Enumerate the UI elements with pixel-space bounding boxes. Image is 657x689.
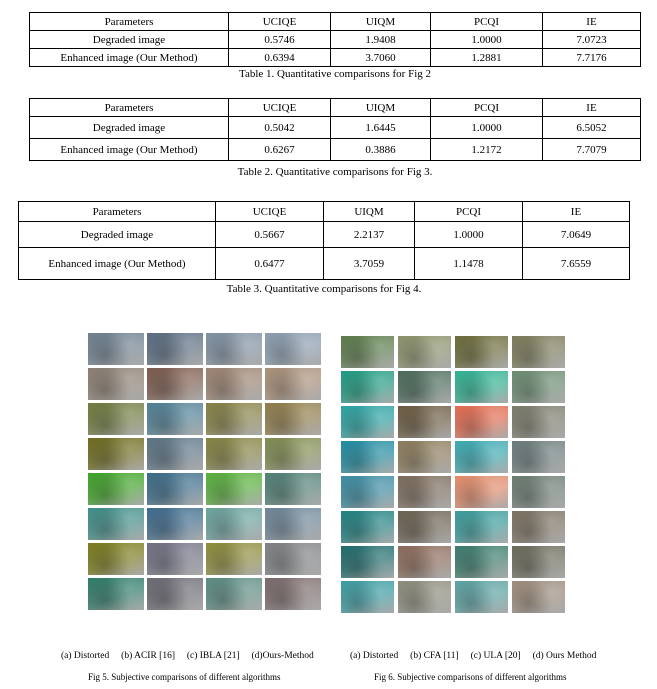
table-2-caption: Table 2. Quantitative comparisons for Fig 3. bbox=[237, 166, 433, 178]
table-row bbox=[30, 139, 641, 161]
fig6-image-r1-c3 bbox=[455, 336, 508, 368]
fig6-image-r5-c4 bbox=[512, 476, 565, 508]
header-cell: Parameters bbox=[19, 202, 216, 222]
fig5-image-r8-c4 bbox=[265, 578, 321, 610]
fig5-image-r6-c1 bbox=[88, 508, 144, 540]
table-2-header bbox=[30, 99, 641, 117]
table-row bbox=[30, 49, 641, 67]
header-cell: UIQM bbox=[331, 99, 431, 117]
table-cell: 0.3886 bbox=[331, 139, 431, 161]
fig5-image-r1-c3 bbox=[206, 333, 262, 365]
fig5-image-r5-c3 bbox=[206, 473, 262, 505]
table-cell: 1.0000 bbox=[431, 117, 543, 139]
fig6-image-grid bbox=[341, 336, 565, 613]
fig6-image-r2-c3 bbox=[455, 371, 508, 403]
table-cell: 1.2172 bbox=[431, 139, 543, 161]
fig6-caption: Fig 6. Subjective comparisons of different algorithms bbox=[374, 672, 567, 682]
fig5-image-r1-c4 bbox=[265, 333, 321, 365]
fig6-image-r3-c2 bbox=[398, 406, 451, 438]
fig5-image-r2-c4 bbox=[265, 368, 321, 400]
header-cell: PCQI bbox=[415, 202, 523, 222]
fig6-image-r6-c4 bbox=[512, 511, 565, 543]
fig6-image-r6-c2 bbox=[398, 511, 451, 543]
fig6-image-r3-c1 bbox=[341, 406, 394, 438]
fig5-image-r6-c3 bbox=[206, 508, 262, 540]
fig5-image-r3-c2 bbox=[147, 403, 203, 435]
fig5-image-r7-c4 bbox=[265, 543, 321, 575]
header-cell: IE bbox=[543, 13, 641, 31]
table-1 bbox=[29, 12, 641, 67]
table-cell: 1.1478 bbox=[415, 248, 523, 280]
fig5-image-r8-c2 bbox=[147, 578, 203, 610]
fig6-image-r8-c2 bbox=[398, 581, 451, 613]
fig5-image-r5-c2 bbox=[147, 473, 203, 505]
header-cell: UIQM bbox=[324, 202, 415, 222]
fig6-image-r7-c4 bbox=[512, 546, 565, 578]
fig6-subcaptions: (a) Distorted (b) CFA [11] (c) ULA [20] (d) Ours Method bbox=[350, 651, 597, 661]
fig6-image-r5-c2 bbox=[398, 476, 451, 508]
table-cell: 7.0723 bbox=[543, 31, 641, 49]
fig5-image-r3-c3 bbox=[206, 403, 262, 435]
table-cell: 1.6445 bbox=[331, 117, 431, 139]
table-cell: 3.7060 bbox=[331, 49, 431, 67]
header-cell: UCIQE bbox=[229, 99, 331, 117]
table-row bbox=[30, 31, 641, 49]
fig6-image-r8-c4 bbox=[512, 581, 565, 613]
header-cell: Parameters bbox=[30, 13, 229, 31]
table-cell: Enhanced image (Our Method) bbox=[30, 49, 229, 67]
fig5-image-r4-c1 bbox=[88, 438, 144, 470]
fig5-image-grid bbox=[88, 333, 321, 610]
fig5-image-r5-c4 bbox=[265, 473, 321, 505]
table-cell: 7.6559 bbox=[523, 248, 630, 280]
fig6-image-r7-c3 bbox=[455, 546, 508, 578]
fig6-image-r3-c4 bbox=[512, 406, 565, 438]
fig5-image-r5-c1 bbox=[88, 473, 144, 505]
fig5-image-r3-c1 bbox=[88, 403, 144, 435]
fig6-image-r5-c3 bbox=[455, 476, 508, 508]
fig5-image-r1-c2 bbox=[147, 333, 203, 365]
table-3-caption: Table 3. Quantitative comparisons for Fig 4. bbox=[226, 283, 422, 295]
table-cell: Enhanced image (Our Method) bbox=[30, 139, 229, 161]
fig5-image-r3-c4 bbox=[265, 403, 321, 435]
fig6-image-r6-c1 bbox=[341, 511, 394, 543]
table-cell: 1.9408 bbox=[331, 31, 431, 49]
fig5-image-r2-c1 bbox=[88, 368, 144, 400]
header-cell: PCQI bbox=[431, 99, 543, 117]
table-row bbox=[19, 248, 630, 280]
table-3-header bbox=[19, 202, 630, 222]
header-cell: UCIQE bbox=[216, 202, 324, 222]
table-3 bbox=[18, 201, 630, 280]
fig5-image-r8-c1 bbox=[88, 578, 144, 610]
fig6-image-r2-c1 bbox=[341, 371, 394, 403]
table-1-header bbox=[30, 13, 641, 31]
fig6-image-r5-c1 bbox=[341, 476, 394, 508]
table-cell: Degraded image bbox=[30, 117, 229, 139]
fig6-image-r6-c3 bbox=[455, 511, 508, 543]
table-cell: 1.0000 bbox=[431, 31, 543, 49]
table-2 bbox=[29, 98, 641, 161]
table-cell: 0.5667 bbox=[216, 222, 324, 248]
fig6-image-r7-c1 bbox=[341, 546, 394, 578]
header-cell: IE bbox=[523, 202, 630, 222]
fig6-image-r7-c2 bbox=[398, 546, 451, 578]
table-cell: 0.6477 bbox=[216, 248, 324, 280]
table-1-caption: Table 1. Quantitative comparisons for Fig 2 bbox=[239, 68, 431, 80]
table-cell: 6.5052 bbox=[543, 117, 641, 139]
fig6-image-r2-c2 bbox=[398, 371, 451, 403]
header-cell: PCQI bbox=[431, 13, 543, 31]
table-cell: Degraded image bbox=[19, 222, 216, 248]
fig6-image-r1-c4 bbox=[512, 336, 565, 368]
fig5-image-r1-c1 bbox=[88, 333, 144, 365]
table-cell: 2.2137 bbox=[324, 222, 415, 248]
table-cell: 0.6267 bbox=[229, 139, 331, 161]
fig5-image-r6-c2 bbox=[147, 508, 203, 540]
table-row bbox=[19, 222, 630, 248]
fig5-image-r6-c4 bbox=[265, 508, 321, 540]
fig6-image-r8-c1 bbox=[341, 581, 394, 613]
table-cell: 0.6394 bbox=[229, 49, 331, 67]
header-cell: UIQM bbox=[331, 13, 431, 31]
fig5-image-r4-c4 bbox=[265, 438, 321, 470]
fig5-image-r4-c3 bbox=[206, 438, 262, 470]
header-cell: UCIQE bbox=[229, 13, 331, 31]
fig5-image-r4-c2 bbox=[147, 438, 203, 470]
table-cell: 1.0000 bbox=[415, 222, 523, 248]
table-cell: 7.7176 bbox=[543, 49, 641, 67]
fig5-caption: Fig 5. Subjective comparisons of different algorithms bbox=[88, 672, 281, 682]
table-cell: Enhanced image (Our Method) bbox=[19, 248, 216, 280]
table-cell: 3.7059 bbox=[324, 248, 415, 280]
fig6-image-r4-c4 bbox=[512, 441, 565, 473]
fig5-image-r8-c3 bbox=[206, 578, 262, 610]
table-cell: 0.5042 bbox=[229, 117, 331, 139]
table-cell: 1.2881 bbox=[431, 49, 543, 67]
fig6-image-r4-c1 bbox=[341, 441, 394, 473]
table-cell: 7.7079 bbox=[543, 139, 641, 161]
fig5-image-r7-c1 bbox=[88, 543, 144, 575]
fig5-subcaptions: (a) Distorted (b) ACIR [16] (c) IBLA [21] (d)Ours-Method bbox=[61, 651, 314, 661]
fig5-image-r7-c3 bbox=[206, 543, 262, 575]
fig5-image-r2-c3 bbox=[206, 368, 262, 400]
fig6-image-r1-c2 bbox=[398, 336, 451, 368]
header-cell: IE bbox=[543, 99, 641, 117]
header-cell: Parameters bbox=[30, 99, 229, 117]
table-cell: 7.0649 bbox=[523, 222, 630, 248]
fig6-image-r1-c1 bbox=[341, 336, 394, 368]
fig6-image-r8-c3 bbox=[455, 581, 508, 613]
fig6-image-r4-c2 bbox=[398, 441, 451, 473]
table-cell: Degraded image bbox=[30, 31, 229, 49]
fig6-image-r3-c3 bbox=[455, 406, 508, 438]
table-row bbox=[30, 117, 641, 139]
fig5-image-r2-c2 bbox=[147, 368, 203, 400]
table-cell: 0.5746 bbox=[229, 31, 331, 49]
fig6-image-r4-c3 bbox=[455, 441, 508, 473]
fig5-image-r7-c2 bbox=[147, 543, 203, 575]
fig6-image-r2-c4 bbox=[512, 371, 565, 403]
